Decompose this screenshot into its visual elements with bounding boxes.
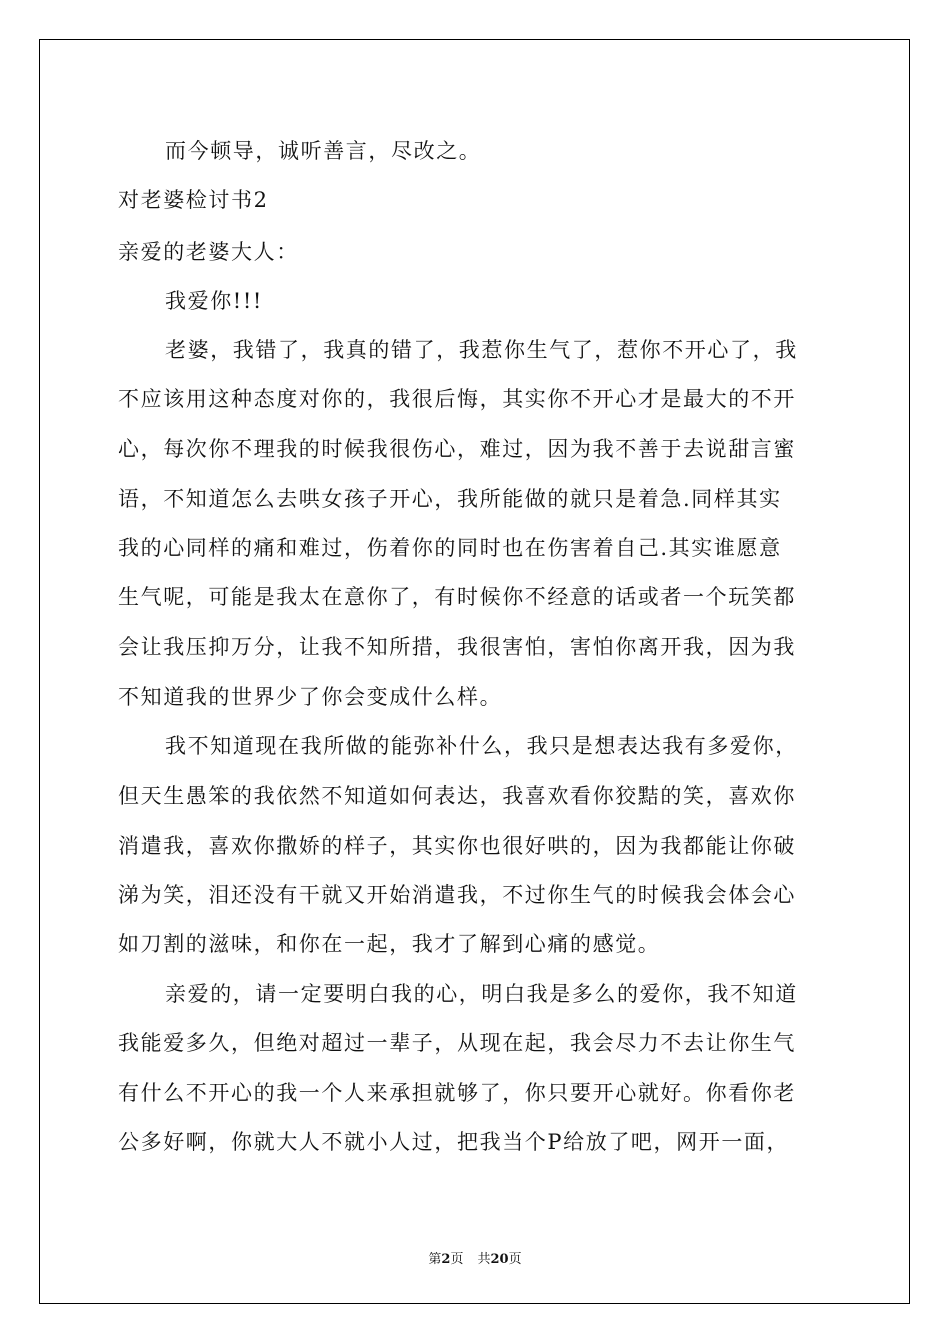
page-footer	[0, 1248, 950, 1267]
text-line: 消遣我，喜欢你撒娇的样子，其实你也很好哄的，因为我都能让你破	[118, 834, 796, 858]
text-line: 但天生愚笨的我依然不知道如何表达，我喜欢看你狡黠的笑，喜欢你	[118, 784, 796, 808]
text-line: 公多好啊，你就大人不就小人过，把我当个P给放了吧，网开一面，	[118, 1130, 790, 1154]
text-line: 语，不知道怎么去哄女孩子开心，我所能做的就只是着急.同样其实	[118, 487, 782, 511]
text-line: 不知道我的世界少了你会变成什么样。	[118, 685, 503, 709]
text-line: 我的心同样的痛和难过，伤着你的同时也在伤害着自己.其实谁愿意	[118, 536, 782, 560]
page-prefix: 第	[428, 1252, 442, 1267]
text-line: 而今顿导，诚听善言，尽改之。	[165, 139, 482, 163]
text-line: 有什么不开心的我一个人来承担就够了，你只要开心就好。你看你老	[118, 1081, 796, 1105]
text-line: 我爱你!!!	[165, 289, 263, 313]
text-line: 会让我压抑万分，让我不知所措，我很害怕，害怕你离开我，因为我	[118, 635, 796, 659]
total-prefix: 共	[477, 1252, 491, 1267]
page-border	[39, 39, 910, 1304]
text-line: 不应该用这种态度对你的，我很后悔，其实你不开心才是最大的不开	[118, 387, 796, 411]
text-line: 心，每次你不理我的时候我很伤心，难过，因为我不善于去说甜言蜜	[118, 437, 796, 461]
total-unit: 页	[508, 1252, 522, 1267]
salutation: 亲爱的老婆大人：	[118, 240, 299, 264]
text-line: 我不知道现在我所做的能弥补什么，我只是想表达我有多爱你，	[165, 734, 798, 758]
text-line: 老婆，我错了，我真的错了，我惹你生气了，惹你不开心了，我	[165, 338, 798, 362]
page-current: 2	[441, 1252, 451, 1267]
text-line: 生气呢，可能是我太在意你了，有时候你不经意的话或者一个玩笑都	[118, 585, 796, 609]
text-line: 亲爱的，请一定要明白我的心，明白我是多么的爱你，我不知道	[165, 982, 798, 1006]
page-unit: 页	[450, 1252, 464, 1267]
text-line: 我能爱多久，但绝对超过一辈子，从现在起，我会尽力不去让你生气	[118, 1031, 796, 1055]
section-heading: 对老婆检讨书2	[118, 188, 269, 212]
page-total: 20	[490, 1252, 509, 1267]
text-line: 如刀割的滋味，和你在一起，我才了解到心痛的感觉。	[118, 932, 661, 956]
text-line: 涕为笑，泪还没有干就又开始消遣我，不过你生气的时候我会体会心	[118, 883, 796, 907]
